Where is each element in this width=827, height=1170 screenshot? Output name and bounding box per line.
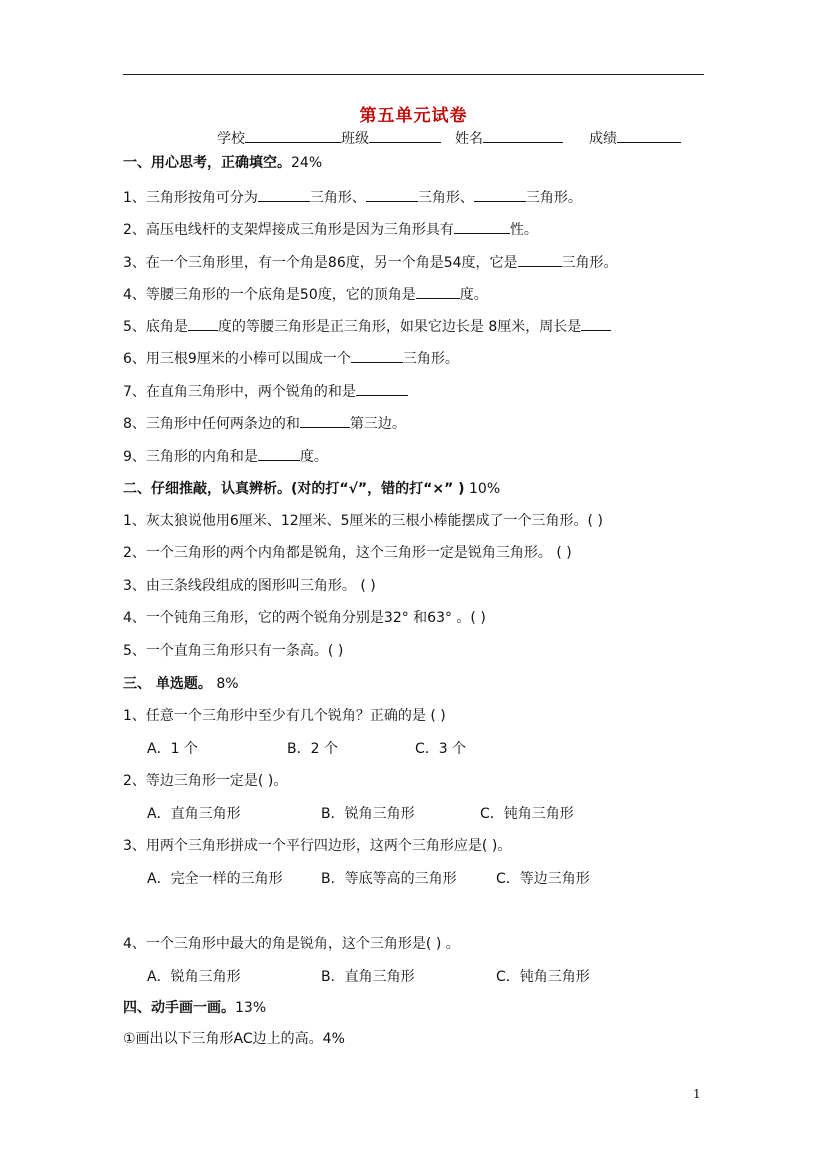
score-field[interactable]	[617, 128, 681, 143]
s4-item-1: ①画出以下三角形AC边上的高。4%	[123, 1031, 345, 1047]
s3-q2-option-a[interactable]: A．直角三角形	[147, 806, 241, 822]
answer-blank[interactable]	[356, 381, 408, 396]
s2-item-4: 4、一个钝角三角形，它的两个锐角分别是32° 和63° 。( )	[123, 610, 486, 626]
s3-q4-option-c[interactable]: C．钝角三角形	[496, 969, 590, 985]
class-field[interactable]	[369, 128, 441, 143]
s3-q2-option-b[interactable]: B．锐角三角形	[321, 806, 415, 822]
s3-question-4: 4、一个三角形中最大的角是锐角，这个三角形是( ) 。	[123, 936, 460, 952]
s3-question-2: 2、等边三角形一定是( )。	[123, 773, 288, 789]
s3-q1-option-a[interactable]: A．1 个	[147, 741, 198, 757]
section3-heading: 三、 单选题。 8%	[123, 676, 239, 692]
s2-item-2: 2、一个三角形的两个内角都是锐角，这个三角形一定是锐角三角形。 ( )	[123, 545, 572, 561]
section1-heading: 一、用心思考，正确填空。24%	[123, 155, 323, 171]
s2-item-1: 1、灰太狼说他用6厘米、12厘米、5厘米的三根小棒能摆成了一个三角形。( )	[123, 513, 603, 529]
answer-blank[interactable]	[416, 284, 460, 299]
s3-question-3: 3、用两个三角形拼成一个平行四边形，这两个三角形应是( )。	[123, 838, 512, 854]
s1-item-7: 7、在直角三角形中，两个锐角的和是	[123, 381, 408, 402]
s3-question-1: 1、任意一个三角形中至少有几个锐角？正确的是 ( )	[123, 708, 446, 724]
header-rule	[123, 74, 704, 75]
s1-item-5: 5、底角是 度的等腰三角形是正三角形，如果它边长是 8厘米，周长是	[123, 316, 611, 337]
s3-q3-option-b[interactable]: B．等底等高的三角形	[321, 871, 457, 887]
answer-blank[interactable]	[581, 316, 611, 331]
answer-blank[interactable]	[300, 413, 350, 428]
answer-blank[interactable]	[188, 316, 218, 331]
answer-blank[interactable]	[454, 219, 510, 234]
answer-blank[interactable]	[518, 252, 562, 267]
s1-item-6: 6、用三根9厘米的小棒可以围成一个 三角形。	[123, 348, 459, 369]
school-field[interactable]	[245, 128, 341, 143]
s3-q3-option-a[interactable]: A．完全一样的三角形	[147, 871, 283, 887]
s1-item-9: 9、三角形的内角和是 度。	[123, 446, 328, 467]
student-info-row	[217, 128, 681, 148]
s2-item-5: 5、一个直角三角形只有一条高。( )	[123, 643, 344, 659]
s1-item-3: 3、在一个三角形里，有一个角是86度，另一个角是54度，它是 三角形。	[123, 252, 618, 273]
s3-q1-option-b[interactable]: B．2 个	[287, 741, 338, 757]
section4-heading: 四、动手画一画。13%	[123, 1000, 267, 1016]
school-label: 学校	[217, 131, 245, 147]
section2-heading: 二、仔细推敲，认真辨析。(对的打“√”，错的打“×” ) 10%	[123, 481, 501, 497]
answer-blank[interactable]	[258, 446, 300, 461]
page-number: 1	[693, 1087, 701, 1101]
answer-blank[interactable]	[351, 348, 403, 363]
s3-q4-option-b[interactable]: B．直角三角形	[321, 969, 415, 985]
page-title: 第五单元试卷	[359, 106, 468, 126]
answer-blank[interactable]	[474, 187, 526, 202]
s1-item-2: 2、高压电线杆的支架焊接成三角形是因为三角形具有 性。	[123, 219, 538, 240]
s3-q3-option-c[interactable]: C．等边三角形	[496, 871, 590, 887]
s1-item-4: 4、等腰三角形的一个底角是50度，它的顶角是 度。	[123, 284, 488, 305]
answer-blank[interactable]	[366, 187, 418, 202]
score-label: 成绩	[589, 131, 617, 147]
name-label: 姓名	[455, 131, 483, 147]
s3-q4-option-a[interactable]: A．锐角三角形	[147, 969, 241, 985]
s2-item-3: 3、由三条线段组成的图形叫三角形。 ( )	[123, 578, 376, 594]
answer-blank[interactable]	[258, 187, 310, 202]
s3-q2-option-c[interactable]: C．钝角三角形	[480, 806, 574, 822]
class-label: 班级	[341, 131, 369, 147]
s1-item-1: 1、三角形按角可分为 三角形、 三角形、 三角形。	[123, 187, 582, 208]
name-field[interactable]	[483, 128, 563, 143]
s1-item-8: 8、三角形中任何两条边的和 第三边。	[123, 413, 406, 434]
s3-q1-option-c[interactable]: C．3 个	[415, 741, 467, 757]
